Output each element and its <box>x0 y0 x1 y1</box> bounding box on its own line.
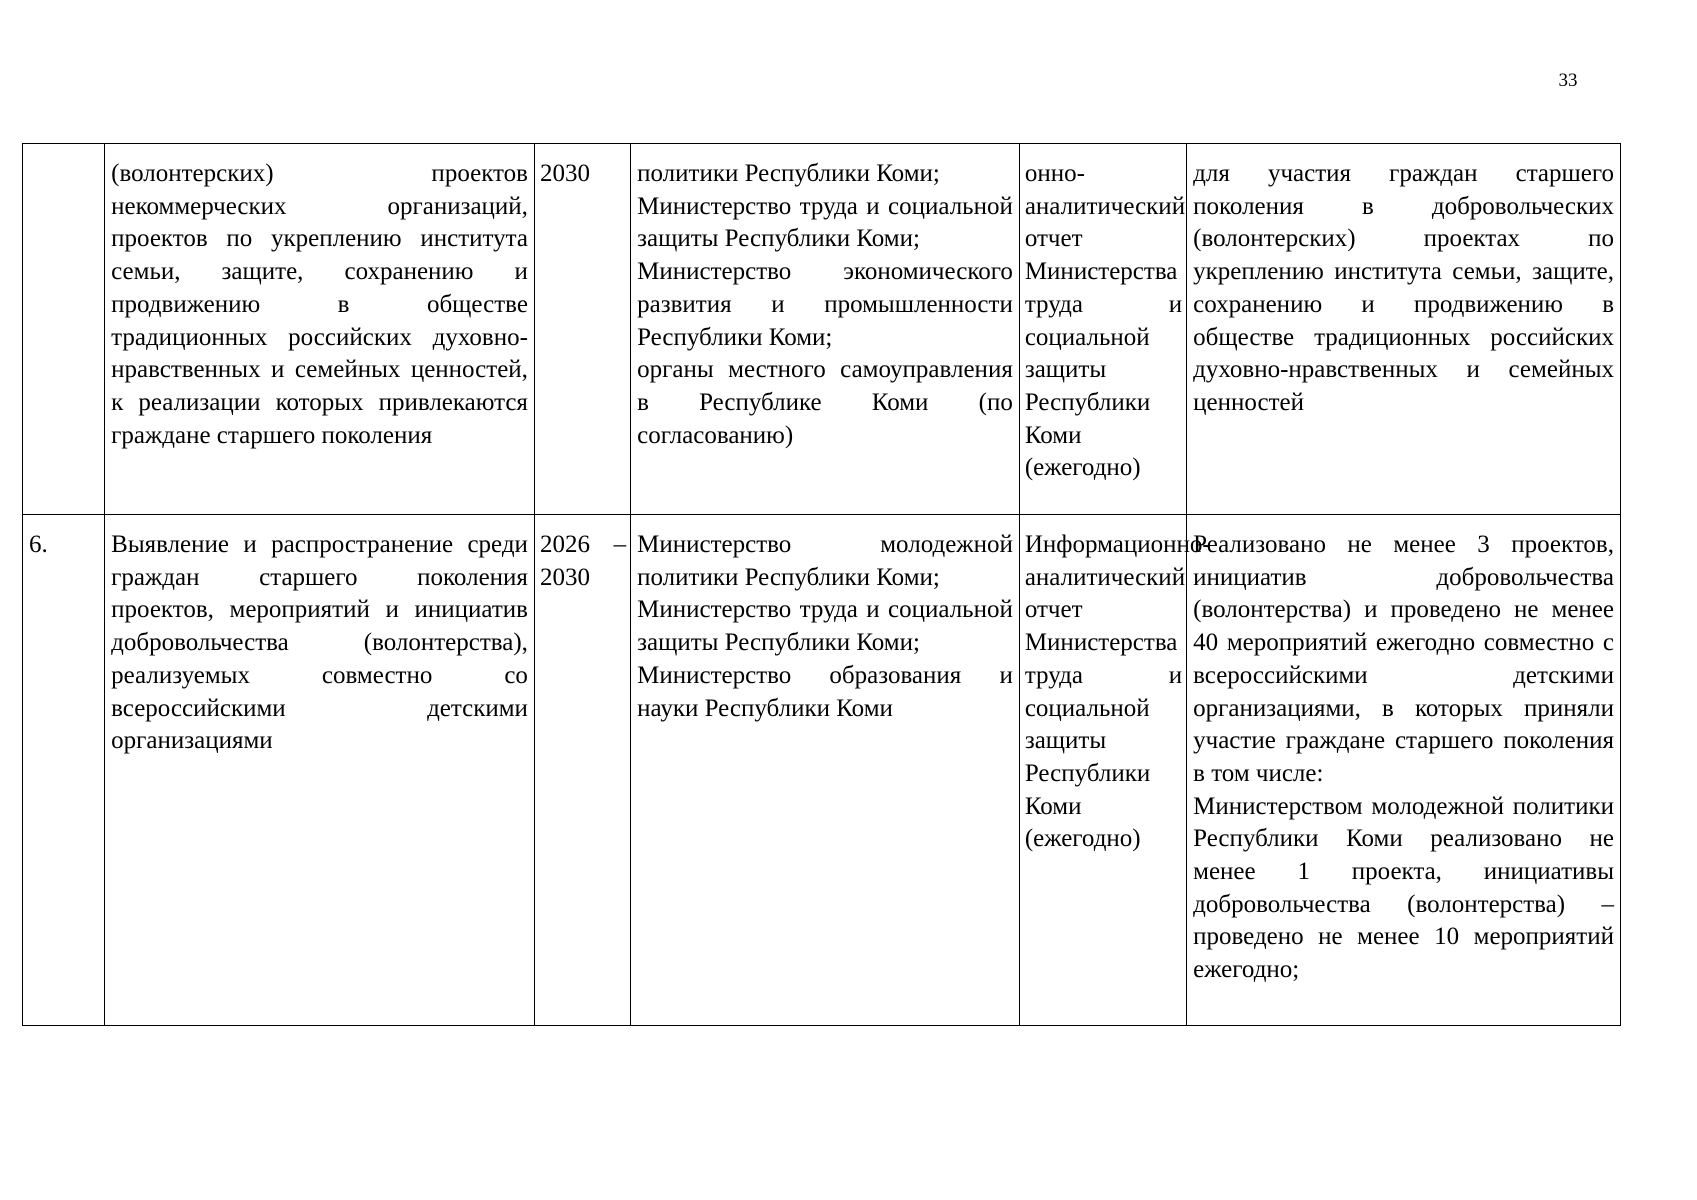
measures-table <box>22 143 1621 1026</box>
executors-cell <box>631 515 1020 1026</box>
period-cell: 2030 <box>534 144 630 515</box>
executor-line: политики Республики Коми; <box>637 160 940 187</box>
executor-line: органы местного самоуправления в Республике Коми (по согласованию) <box>637 356 1013 449</box>
measure-name-cell: (волонтерских) проектов некоммерческих организаций, проектов по укреплению института семьи, защите, сохранению и продвижению в обществе традиционных российских духовно-нравственных и семейных ценностей, к реализации которых привлекаются граждане старшего поколения <box>105 144 535 515</box>
executor-line: Министерство экономического развития и промышленности Республики Коми; <box>637 258 1013 351</box>
row-number-cell <box>23 144 105 515</box>
report-form-cell: Информационно-аналитический отчет Министерства труда и социальной защиты Республики Коми (ежегодно) <box>1019 515 1186 1026</box>
result-line: для участия граждан старшего поколения в добровольческих (волонтерских) проектах по укреплению института семьи, защите, сохранению и продвижению в обществе традиционных российских духовно-нравственных и семейных ценностей <box>1193 160 1614 416</box>
page-number: 33 <box>1558 70 1578 91</box>
executor-line: Министерство образования и науки Республики Коми <box>637 661 1013 722</box>
measure-name-cell: Выявление и распространение среди граждан старшего поколения проектов, мероприятий и инициатив добровольчества (волонтерства), реализуемых совместно со всероссийскими детскими организациями <box>105 515 535 1026</box>
result-line: Реализовано не менее 3 проектов, инициатив добровольчества (волонтерства) и проведено не менее 40 мероприятий ежегодно совместно с всероссийскими детскими организациями, в которых приняли участие граждане старшего поколения в том числе: <box>1193 531 1614 787</box>
executor-line: Министерство труда и социальной защиты Республики Коми; <box>637 596 1013 657</box>
table-row <box>23 515 1621 1026</box>
result-cell <box>1187 144 1621 515</box>
result-cell <box>1187 515 1621 1026</box>
executor-line: Министерство труда и социальной защиты Республики Коми; <box>637 192 1013 253</box>
period-cell: 2026 – 2030 <box>534 515 630 1026</box>
executors-cell <box>631 144 1020 515</box>
report-form-cell: онно-аналитический отчет Министерства труда и социальной защиты Республики Коми (ежегодно) <box>1019 144 1186 515</box>
table-row <box>23 144 1621 515</box>
executor-line: Министерство молодежной политики Республики Коми; <box>637 531 1013 591</box>
row-number-cell: 6. <box>23 515 105 1026</box>
result-line: Министерством молодежной политики Республики Коми реализовано не менее 1 проекта, инициативы добровольчества (волонтерства) – проведено не менее 10 мероприятий ежегодно; <box>1193 792 1614 984</box>
